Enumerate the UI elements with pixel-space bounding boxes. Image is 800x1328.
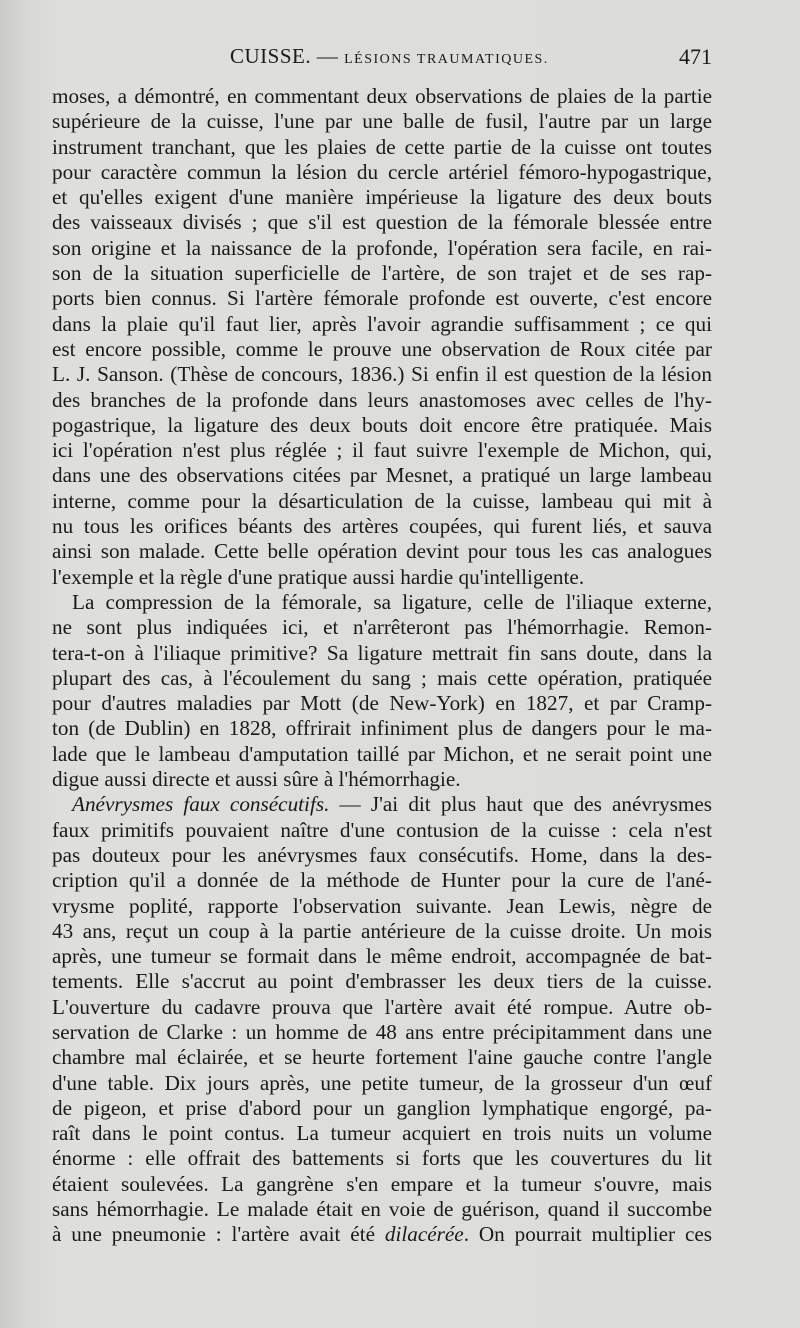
text-line: ne sont plus indiquées ici, et n'arrêteront pas l'hémorrhagie. Remon- bbox=[52, 615, 712, 640]
text-line: ainsi son malade. Cette belle opération devint pour tous les cas analogues bbox=[52, 539, 712, 564]
text-line: nu tous les orifices béants des artères coupées, qui furent liés, et sauva bbox=[52, 514, 712, 539]
body-text bbox=[52, 84, 712, 1248]
section-heading-rest: — J'ai dit plus haut que des anévrysmes bbox=[329, 792, 712, 817]
running-head-title: CUISSE. bbox=[230, 44, 312, 68]
text-line: et qu'elles exigent d'une manière impérieuse la ligature des deux bouts bbox=[52, 185, 712, 210]
text-line: vrysme poplité, rapporte l'observation suivante. Jean Lewis, nègre de bbox=[52, 893, 712, 918]
line-fragment: . On pourrait multiplier ces bbox=[463, 1222, 713, 1247]
text-line: énorme : elle offrait des battements si forts que les couvertures du lit bbox=[52, 1146, 712, 1171]
text-line: des branches de la profonde dans leurs anastomoses avec celles de l'hy- bbox=[52, 387, 712, 412]
text-line: de pigeon, et prise d'abord pour un ganglion lymphatique engorgé, pa- bbox=[52, 1095, 712, 1120]
text-line: dans une des observations citées par Mesnet, a pratiqué un large lambeau bbox=[52, 463, 712, 488]
text-line: tements. Elle s'accrut au point d'embrasser les deux tiers de la cuisse. bbox=[52, 969, 712, 994]
page-header bbox=[52, 44, 712, 78]
running-head-dash: — bbox=[316, 44, 339, 68]
text-line: son de la situation superficielle de l'artère, de son trajet et de ses rap- bbox=[52, 261, 712, 286]
text-line: pogastrique, la ligature des deux bouts doit encore être pratiquée. Mais bbox=[52, 412, 712, 437]
text-line: instrument tranchant, que les plaies de cette partie de la cuisse ont toutes bbox=[52, 134, 712, 159]
text-line: plupart des cas, à l'écoulement du sang ; mais cette opération, pratiquée bbox=[52, 665, 712, 690]
text-line: étaient soulevées. La gangrène s'en empare et la tumeur s'ouvre, mais bbox=[52, 1171, 712, 1196]
text-line: pour d'autres maladies par Mott (de New-York) en 1827, et par Cramp- bbox=[52, 691, 712, 716]
line-fragment: à une pneumonie : l'artère avait été bbox=[52, 1222, 385, 1247]
text-line: raît dans le point contus. La tumeur acquiert en trois nuits un volume bbox=[52, 1121, 712, 1146]
text-line: cription qu'il a donnée de la méthode de Hunter pour la cure de l'ané- bbox=[52, 868, 712, 893]
text-line: 43 ans, reçut un coup à la partie antérieure de la cuisse droite. Un mois bbox=[52, 918, 712, 943]
text-line: ports bien connus. Si l'artère fémorale profonde est ouverte, c'est encore bbox=[52, 286, 712, 311]
page-number: 471 bbox=[679, 44, 712, 69]
running-head bbox=[230, 44, 549, 69]
text-line: d'une table. Dix jours après, une petite tumeur, de la grosseur d'un œuf bbox=[52, 1070, 712, 1095]
text-line: son origine et la naissance de la profonde, l'opération sera facile, en rai- bbox=[52, 235, 712, 260]
text-line: des vaisseaux divisés ; que s'il est question de la fémorale blessée entre bbox=[52, 210, 712, 235]
text-line: pour caractère commun la lésion du cercle artériel fémoro-hypogastrique, bbox=[52, 159, 712, 184]
text-line: est encore possible, comme le prouve une observation de Roux citée par bbox=[52, 336, 712, 361]
text-line: L. J. Sanson. (Thèse de concours, 1836.) Si enfin il est question de la lésion bbox=[52, 362, 712, 387]
text-line: moses, a démontré, en commentant deux observations de plaies de la partie bbox=[52, 84, 712, 108]
emphasis-word: dilacérée bbox=[384, 1222, 464, 1247]
text-line: faux primitifs pouvaient naître d'une contusion de la cuisse : cela n'est bbox=[52, 817, 712, 842]
text-line: tera-t-on à l'iliaque primitive? Sa ligature mettrait fin sans doute, dans la bbox=[52, 640, 712, 665]
text-line: sans hémorrhagie. Le malade était en voie de guérison, quand il succombe bbox=[52, 1197, 712, 1222]
section-heading: Anévrysmes faux consécutifs. bbox=[72, 792, 330, 817]
text-line: l'exemple et la règle d'une pratique aussi hardie qu'intelligente. bbox=[52, 564, 585, 589]
text-line: ici l'opération n'est plus réglée ; il faut suivre l'exemple de Michon, qui, bbox=[52, 438, 712, 463]
text-line bbox=[52, 1222, 712, 1247]
text-line: dans la plaie qu'il faut lier, après l'avoir agrandie suffisamment ; ce qui bbox=[52, 311, 712, 336]
text-line: La compression de la fémorale, sa ligature, celle de l'iliaque externe, bbox=[72, 589, 712, 614]
text-line: chambre mal éclairée, et se heurte fortement l'aine gauche contre l'angle bbox=[52, 1045, 712, 1070]
text-line: digue aussi directe et aussi sûre à l'hémorrhagie. bbox=[52, 767, 461, 792]
text-line: supérieure de la cuisse, l'une par une balle de fusil, l'autre par un large bbox=[52, 109, 712, 134]
text-line: pas douteux pour les anévrysmes faux consécutifs. Home, dans la des- bbox=[52, 842, 712, 867]
text-line: lade que le lambeau d'amputation taillé par Michon, et ne serait point une bbox=[52, 741, 712, 766]
text-line: L'ouverture du cadavre prouva que l'artère avait été rompue. Autre ob- bbox=[52, 994, 712, 1019]
running-head-subtitle: LÉSIONS TRAUMATIQUES. bbox=[344, 52, 549, 67]
text-line: après, une tumeur se formait dans le même endroit, accompagnée de bat- bbox=[52, 944, 712, 969]
text-line bbox=[52, 792, 712, 817]
text-line: ton (de Dublin) en 1828, offrirait infiniment plus de dangers pour le ma- bbox=[52, 716, 712, 741]
text-line: interne, comme pour la désarticulation de la cuisse, lambeau qui mit à bbox=[52, 488, 712, 513]
text-line: servation de Clarke : un homme de 48 ans entre précipitamment dans une bbox=[52, 1019, 712, 1044]
